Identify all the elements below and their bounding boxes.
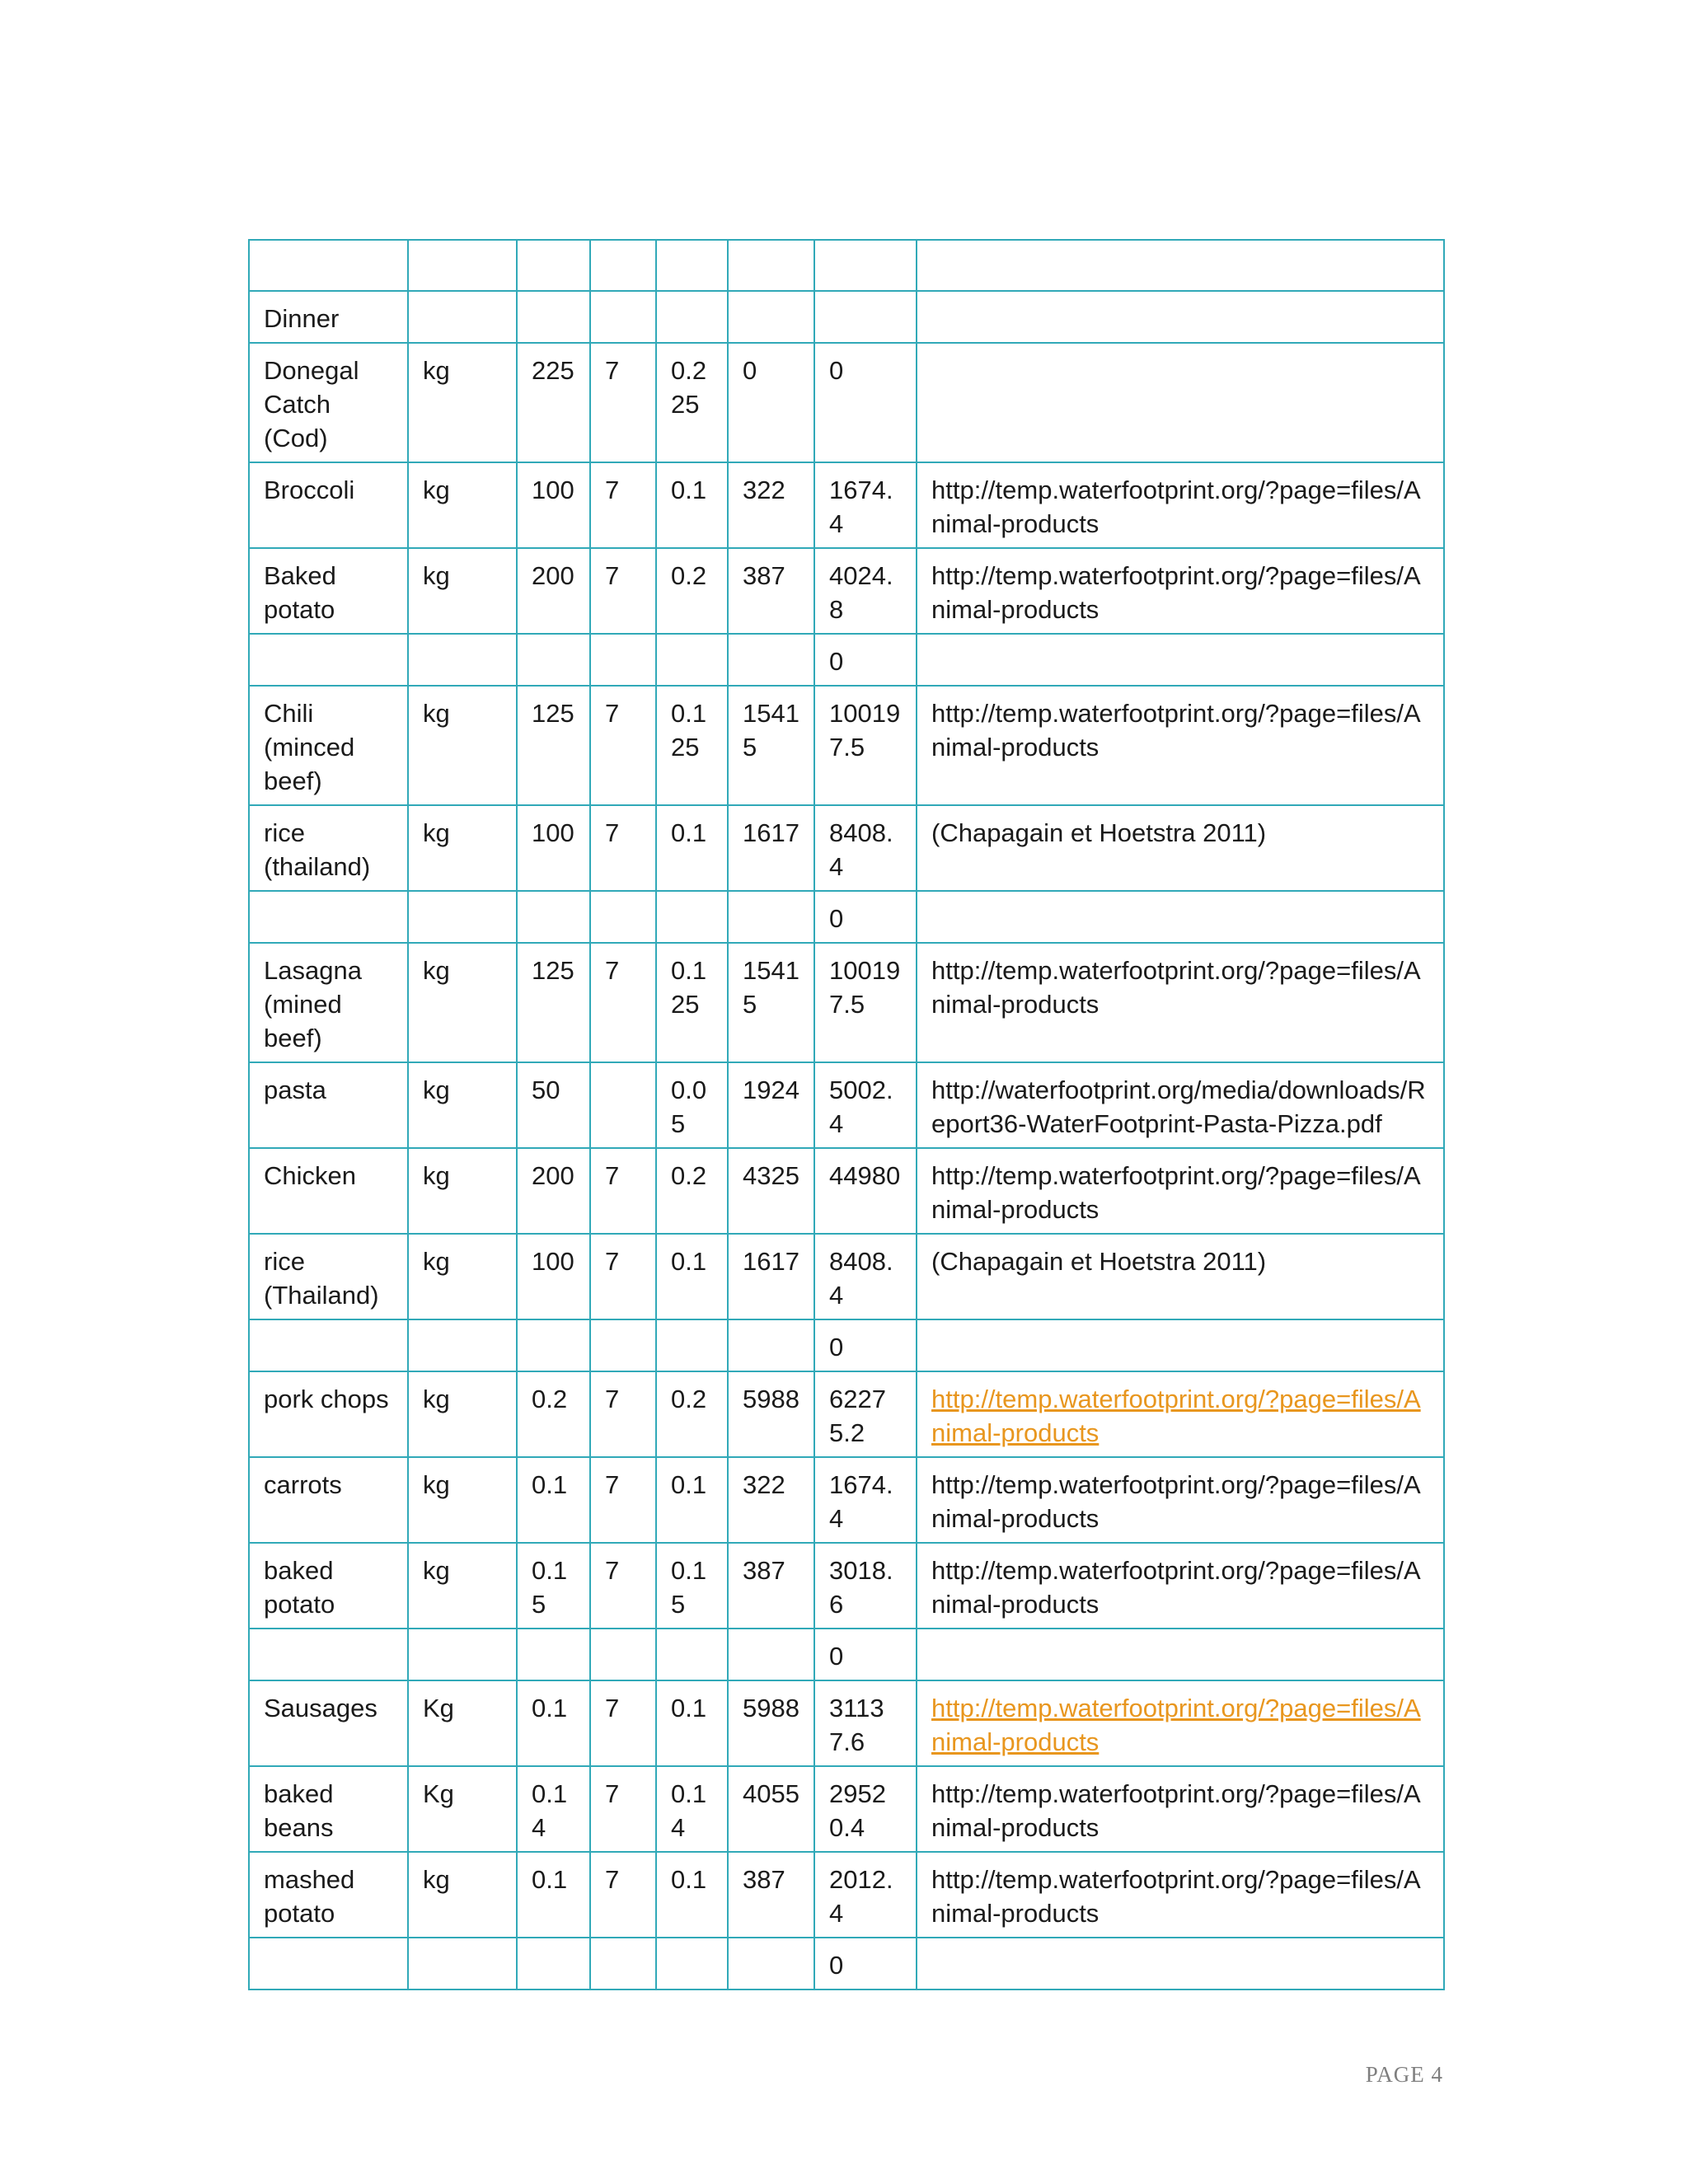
cell-source: http://waterfootprint.org/media/downloads/Report36-WaterFootprint-Pasta-Pizza.pdf: [917, 1062, 1444, 1148]
cell-food-item: rice (thailand): [249, 805, 408, 891]
cell-water-footprint: [728, 1938, 814, 1990]
cell-total: 4024.8: [814, 548, 917, 634]
cell-source: (Chapagain et Hoetstra 2011): [917, 1234, 1444, 1319]
cell-source: http://temp.waterfootprint.org/?page=files/Animal-products: [917, 1148, 1444, 1234]
table-row: [249, 1629, 1444, 1680]
cell-unit: kg: [408, 462, 517, 548]
cell-amount: 0.14: [517, 1766, 590, 1852]
cell-water-footprint: [728, 291, 814, 343]
cell-kg: 0.1: [656, 805, 728, 891]
cell-amount: 200: [517, 1148, 590, 1234]
cell-food-item: Donegal Catch (Cod): [249, 343, 408, 462]
cell-amount: [517, 634, 590, 686]
cell-total: 5002.4: [814, 1062, 917, 1148]
cell-source: [917, 343, 1444, 462]
cell-days: [590, 240, 656, 291]
cell-source: [917, 1938, 1444, 1990]
cell-unit: [408, 1319, 517, 1371]
cell-days: 7: [590, 805, 656, 891]
cell-amount: [517, 291, 590, 343]
table-row: [249, 548, 1444, 634]
cell-food-item: [249, 1319, 408, 1371]
cell-food-item: pork chops: [249, 1371, 408, 1457]
cell-unit: kg: [408, 805, 517, 891]
cell-source: [917, 240, 1444, 291]
cell-total: 44980: [814, 1148, 917, 1234]
cell-source: http://temp.waterfootprint.org/?page=files/Animal-products: [917, 1766, 1444, 1852]
cell-amount: 0.2: [517, 1371, 590, 1457]
cell-water-footprint: 1617: [728, 1234, 814, 1319]
table-row: [249, 805, 1444, 891]
cell-source: http://temp.waterfootprint.org/?page=files/Animal-products: [917, 462, 1444, 548]
table-body: [249, 240, 1444, 1990]
table-row: [249, 1319, 1444, 1371]
cell-food-item: Broccoli: [249, 462, 408, 548]
cell-food-item: mashed potato: [249, 1852, 408, 1938]
cell-kg: 0.1: [656, 462, 728, 548]
cell-source: [917, 634, 1444, 686]
cell-kg: 0.125: [656, 686, 728, 805]
table-row: [249, 343, 1444, 462]
cell-days: 7: [590, 1543, 656, 1629]
cell-amount: [517, 240, 590, 291]
cell-days: [590, 1629, 656, 1680]
cell-water-footprint: 387: [728, 1852, 814, 1938]
cell-food-item: Chili (minced beef): [249, 686, 408, 805]
cell-unit: kg: [408, 943, 517, 1062]
cell-unit: kg: [408, 1457, 517, 1543]
table-row: [249, 686, 1444, 805]
cell-total: 0: [814, 634, 917, 686]
table-row: [249, 891, 1444, 943]
cell-water-footprint: [728, 1319, 814, 1371]
cell-kg: 0.125: [656, 943, 728, 1062]
cell-source: http://temp.waterfootprint.org/?page=files/Animal-products: [917, 686, 1444, 805]
cell-kg: [656, 291, 728, 343]
cell-kg: [656, 1938, 728, 1990]
cell-amount: 100: [517, 462, 590, 548]
cell-days: [590, 291, 656, 343]
cell-kg: 0.225: [656, 343, 728, 462]
cell-amount: 200: [517, 548, 590, 634]
cell-kg: 0.1: [656, 1852, 728, 1938]
cell-days: [590, 1319, 656, 1371]
cell-water-footprint: [728, 891, 814, 943]
cell-source: [917, 891, 1444, 943]
cell-kg: 0.14: [656, 1766, 728, 1852]
cell-water-footprint: [728, 634, 814, 686]
cell-days: 7: [590, 1766, 656, 1852]
cell-total: 2012.4: [814, 1852, 917, 1938]
cell-total: 31137.6: [814, 1680, 917, 1766]
cell-unit: Kg: [408, 1680, 517, 1766]
cell-amount: [517, 1629, 590, 1680]
cell-water-footprint: 5988: [728, 1371, 814, 1457]
cell-source: [917, 1680, 1444, 1766]
cell-food-item: Baked potato: [249, 548, 408, 634]
cell-amount: [517, 891, 590, 943]
cell-amount: 125: [517, 686, 590, 805]
cell-water-footprint: 1924: [728, 1062, 814, 1148]
cell-total: 3018.6: [814, 1543, 917, 1629]
cell-water-footprint: 1617: [728, 805, 814, 891]
cell-kg: 0.2: [656, 548, 728, 634]
cell-days: 7: [590, 943, 656, 1062]
cell-food-item: baked potato: [249, 1543, 408, 1629]
table-row: [249, 1062, 1444, 1148]
cell-days: 7: [590, 548, 656, 634]
cell-food-item: [249, 1938, 408, 1990]
cell-kg: [656, 891, 728, 943]
cell-food-item: [249, 1629, 408, 1680]
table-row: [249, 1371, 1444, 1457]
cell-amount: 225: [517, 343, 590, 462]
cell-source: http://temp.waterfootprint.org/?page=files/Animal-products: [917, 548, 1444, 634]
cell-total: 62275.2: [814, 1371, 917, 1457]
cell-amount: 100: [517, 1234, 590, 1319]
cell-unit: [408, 291, 517, 343]
cell-total: 8408.4: [814, 1234, 917, 1319]
cell-total: [814, 291, 917, 343]
cell-unit: [408, 1629, 517, 1680]
cell-total: 0: [814, 1319, 917, 1371]
cell-total: 100197.5: [814, 943, 917, 1062]
cell-food-item: Lasagna (mined beef): [249, 943, 408, 1062]
table-row: [249, 634, 1444, 686]
cell-food-item: rice (Thailand): [249, 1234, 408, 1319]
cell-kg: [656, 240, 728, 291]
cell-kg: 0.2: [656, 1371, 728, 1457]
cell-water-footprint: 15415: [728, 943, 814, 1062]
cell-unit: kg: [408, 1852, 517, 1938]
cell-days: 7: [590, 1371, 656, 1457]
cell-days: 7: [590, 1457, 656, 1543]
cell-unit: kg: [408, 1148, 517, 1234]
cell-water-footprint: 322: [728, 462, 814, 548]
cell-total: 0: [814, 1629, 917, 1680]
cell-unit: [408, 891, 517, 943]
cell-water-footprint: 0: [728, 343, 814, 462]
cell-unit: [408, 634, 517, 686]
cell-total: [814, 240, 917, 291]
table-row: [249, 1457, 1444, 1543]
table-row: [249, 1543, 1444, 1629]
cell-source: [917, 1371, 1444, 1457]
source-link[interactable]: http://temp.waterfootprint.org/?page=files/Animal-products: [931, 1694, 1421, 1756]
page-number: PAGE 4: [1365, 2062, 1443, 2087]
table-row: [249, 943, 1444, 1062]
cell-amount: 50: [517, 1062, 590, 1148]
cell-days: [590, 1938, 656, 1990]
cell-food-item: baked beans: [249, 1766, 408, 1852]
cell-source: http://temp.waterfootprint.org/?page=files/Animal-products: [917, 1543, 1444, 1629]
water-footprint-table: [248, 239, 1445, 1990]
cell-amount: 0.15: [517, 1543, 590, 1629]
cell-kg: 0.1: [656, 1234, 728, 1319]
cell-water-footprint: [728, 1629, 814, 1680]
cell-kg: 0.2: [656, 1148, 728, 1234]
cell-amount: 100: [517, 805, 590, 891]
cell-amount: 125: [517, 943, 590, 1062]
cell-total: 1674.4: [814, 462, 917, 548]
cell-kg: 0.1: [656, 1680, 728, 1766]
cell-unit: [408, 1938, 517, 1990]
cell-food-item: Sausages: [249, 1680, 408, 1766]
cell-water-footprint: 387: [728, 548, 814, 634]
cell-food-item: carrots: [249, 1457, 408, 1543]
cell-amount: [517, 1938, 590, 1990]
cell-days: 7: [590, 1680, 656, 1766]
cell-days: [590, 1062, 656, 1148]
table-row: [249, 1766, 1444, 1852]
table-row: [249, 1148, 1444, 1234]
cell-source: http://temp.waterfootprint.org/?page=files/Animal-products: [917, 1852, 1444, 1938]
cell-source: http://temp.waterfootprint.org/?page=files/Animal-products: [917, 943, 1444, 1062]
cell-source: [917, 1629, 1444, 1680]
table-row: [249, 291, 1444, 343]
cell-total: 0: [814, 891, 917, 943]
cell-food-item: pasta: [249, 1062, 408, 1148]
cell-days: [590, 634, 656, 686]
cell-water-footprint: 387: [728, 1543, 814, 1629]
cell-unit: [408, 240, 517, 291]
cell-amount: 0.1: [517, 1457, 590, 1543]
cell-days: 7: [590, 1234, 656, 1319]
table-row: [249, 462, 1444, 548]
cell-total: 0: [814, 1938, 917, 1990]
cell-total: 8408.4: [814, 805, 917, 891]
table-row: [249, 240, 1444, 291]
cell-amount: 0.1: [517, 1680, 590, 1766]
cell-water-footprint: 4055: [728, 1766, 814, 1852]
cell-source: [917, 1319, 1444, 1371]
table-row: [249, 1938, 1444, 1990]
cell-total: 0: [814, 343, 917, 462]
cell-days: 7: [590, 686, 656, 805]
cell-food-item: Dinner: [249, 291, 408, 343]
cell-unit: kg: [408, 343, 517, 462]
cell-water-footprint: [728, 240, 814, 291]
cell-unit: kg: [408, 548, 517, 634]
cell-unit: kg: [408, 1371, 517, 1457]
cell-amount: [517, 1319, 590, 1371]
cell-kg: [656, 1629, 728, 1680]
cell-days: 7: [590, 462, 656, 548]
cell-food-item: [249, 891, 408, 943]
cell-kg: 0.05: [656, 1062, 728, 1148]
cell-food-item: Chicken: [249, 1148, 408, 1234]
cell-unit: kg: [408, 1062, 517, 1148]
table-row: [249, 1234, 1444, 1319]
cell-unit: kg: [408, 1234, 517, 1319]
cell-source: http://temp.waterfootprint.org/?page=files/Animal-products: [917, 1457, 1444, 1543]
cell-unit: kg: [408, 1543, 517, 1629]
cell-amount: 0.1: [517, 1852, 590, 1938]
cell-days: 7: [590, 343, 656, 462]
cell-total: 29520.4: [814, 1766, 917, 1852]
table-row: [249, 1680, 1444, 1766]
table-row: [249, 1852, 1444, 1938]
cell-total: 1674.4: [814, 1457, 917, 1543]
cell-water-footprint: 4325: [728, 1148, 814, 1234]
cell-unit: Kg: [408, 1766, 517, 1852]
cell-days: 7: [590, 1852, 656, 1938]
cell-water-footprint: 5988: [728, 1680, 814, 1766]
source-link[interactable]: http://temp.waterfootprint.org/?page=files/Animal-products: [931, 1385, 1421, 1447]
cell-kg: [656, 1319, 728, 1371]
cell-water-footprint: 322: [728, 1457, 814, 1543]
cell-total: 100197.5: [814, 686, 917, 805]
cell-kg: 0.15: [656, 1543, 728, 1629]
cell-unit: kg: [408, 686, 517, 805]
cell-source: (Chapagain et Hoetstra 2011): [917, 805, 1444, 891]
cell-food-item: [249, 634, 408, 686]
cell-days: [590, 891, 656, 943]
cell-days: 7: [590, 1148, 656, 1234]
cell-source: [917, 291, 1444, 343]
cell-kg: [656, 634, 728, 686]
cell-kg: 0.1: [656, 1457, 728, 1543]
cell-water-footprint: 15415: [728, 686, 814, 805]
cell-food-item: [249, 240, 408, 291]
